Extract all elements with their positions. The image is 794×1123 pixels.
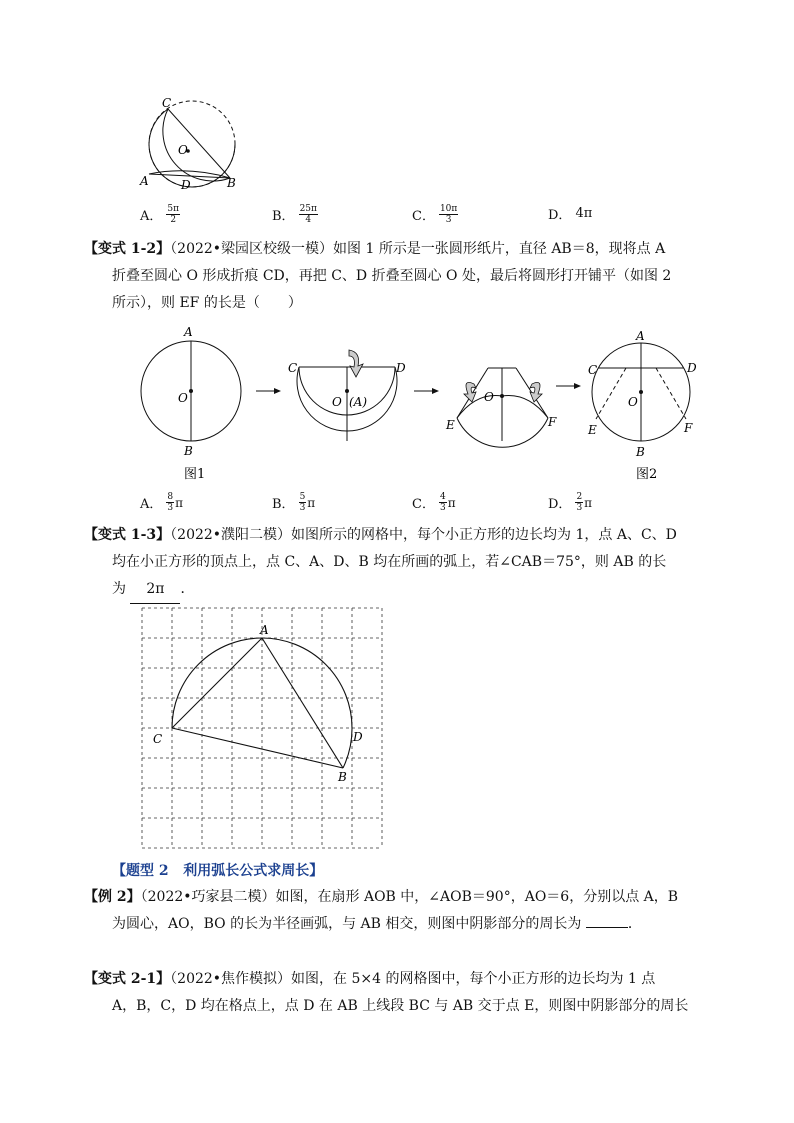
option-d[interactable] (548, 492, 592, 513)
answer-blank: 2π (130, 576, 180, 604)
label-F: F (548, 415, 557, 429)
topic-title: 利用弧长公式求周长】 (183, 863, 324, 879)
label-B: B (184, 444, 193, 458)
fold-step-2 (288, 350, 406, 441)
question-line: A，B，C，D 均在格点上，点 D 在 AB 上线段 BC 与 AB 交于点 E，则图中阴影部分的周长 (112, 998, 689, 1014)
figure-caption-2: 图2 (636, 467, 658, 482)
option-letter: C． (412, 497, 435, 512)
variant-2-1 (84, 966, 692, 1020)
variant-tag: 【变式 1-3】 (84, 527, 171, 543)
punct: ． (627, 916, 642, 932)
label-E: E (446, 418, 455, 432)
option-b[interactable] (272, 204, 318, 225)
question-line: 折叠至圆心 O 形成折痕 CD，再把 C、D 折叠至圆心 O 处，最后将圆形打开铺平（如图 2 (112, 268, 672, 284)
option-letter: A． (140, 497, 163, 512)
question-line: 为 (112, 581, 126, 597)
label-O: O (178, 391, 188, 405)
fold-step-3 (445, 368, 557, 447)
label-D: D (181, 178, 191, 192)
label-O: O (628, 395, 638, 409)
option-suffix: π (307, 495, 316, 510)
option-fraction: $\frac{8}{3}$ (167, 492, 174, 513)
label-C: C (162, 96, 172, 110)
option-letter: C． (412, 209, 435, 224)
question-line: （2022•巧家县二模）如图，在扇形 AOB 中，∠AOB＝90°，AO＝6，分别以点 A，B (140, 889, 679, 905)
topic-heading (112, 860, 323, 880)
option-letter: B． (272, 497, 295, 512)
label-D: D (687, 361, 697, 375)
option-a[interactable] (140, 204, 180, 225)
label-F: F (684, 421, 693, 435)
label-O: O (178, 143, 188, 157)
label-A: (A) (349, 395, 368, 409)
label-D: D (396, 361, 406, 375)
question-line: （2022•濮阳二模）如图所示的网格中，每个小正方形的边长均为 1，点 A、C、D (170, 527, 677, 543)
fold-step-1 (141, 325, 241, 482)
label-C: C (588, 363, 598, 377)
option-c[interactable] (412, 204, 458, 225)
label-C: C (288, 361, 298, 375)
label-A: A (260, 623, 269, 637)
option-value: 4π (575, 206, 593, 221)
figure-grid-arc (140, 606, 385, 854)
option-letter: D． (548, 497, 572, 512)
variant-1-3 (84, 522, 692, 604)
example-2 (84, 884, 692, 938)
label-C: C (153, 732, 163, 746)
variant-1-2 (84, 236, 692, 317)
label-O: O (484, 390, 494, 404)
topic-tag: 【题型 2 (112, 863, 169, 879)
option-fraction: $\frac{5}{3}$ (299, 492, 306, 513)
question-line: （2022•梁园区校级一模）如图 1 所示是一张圆形纸片，直径 AB＝8，现将点 A (170, 241, 666, 257)
label-B: B (636, 445, 645, 459)
label-B: B (338, 770, 347, 784)
option-a[interactable] (140, 492, 183, 513)
question-line: 均在小正方形的顶点上，点 C、A、D、B 均在所画的弧上，若∠CAB＝75°，则 AB 的长 (112, 554, 667, 570)
label-A: A (636, 329, 645, 343)
fold-step-4 (587, 329, 697, 482)
example-tag: 【例 2】 (84, 889, 141, 905)
option-letter: A． (140, 209, 163, 224)
punct: ． (180, 581, 195, 597)
option-suffix: π (175, 495, 184, 510)
option-suffix: π (584, 495, 593, 510)
question-line: （2022•焦作模拟）如图，在 5×4 的网格图中，每个小正方形的边长均为 1 点 (170, 971, 656, 987)
option-fraction: $\frac{2}{3}$ (576, 492, 583, 513)
figure-circle-fold (138, 96, 248, 192)
option-letter: D． (548, 208, 572, 223)
option-fraction: $\frac{4}{3}$ (439, 492, 446, 513)
option-d[interactable] (548, 204, 592, 223)
label-A: A (140, 174, 149, 188)
question-line: 所示），则 EF 的长是（ ） (112, 295, 302, 311)
option-b[interactable] (272, 492, 315, 513)
option-fraction: $\frac{25\pi}{4}$ (299, 204, 317, 225)
label-E: E (588, 423, 597, 437)
label-B: B (227, 176, 236, 190)
option-letter: B． (272, 209, 295, 224)
option-c[interactable] (412, 492, 456, 513)
figure-caption-1: 图1 (184, 467, 206, 482)
label-O: O (332, 395, 342, 409)
answer-blank (586, 927, 628, 928)
figure-fold-sequence (136, 322, 706, 490)
label-A: A (184, 325, 193, 339)
variant-tag: 【变式 1-2】 (84, 241, 171, 257)
label-D: D (353, 730, 363, 744)
question-line: 为圆心，AO，BO 的长为半径画弧，与 AB 相交，则图中阴影部分的周长为 (112, 916, 582, 932)
option-suffix: π (447, 495, 456, 510)
variant-tag: 【变式 2-1】 (84, 971, 171, 987)
option-fraction: $\frac{10\pi}{3}$ (439, 204, 458, 225)
option-fraction: $\frac{5\pi}{2}$ (167, 204, 180, 225)
